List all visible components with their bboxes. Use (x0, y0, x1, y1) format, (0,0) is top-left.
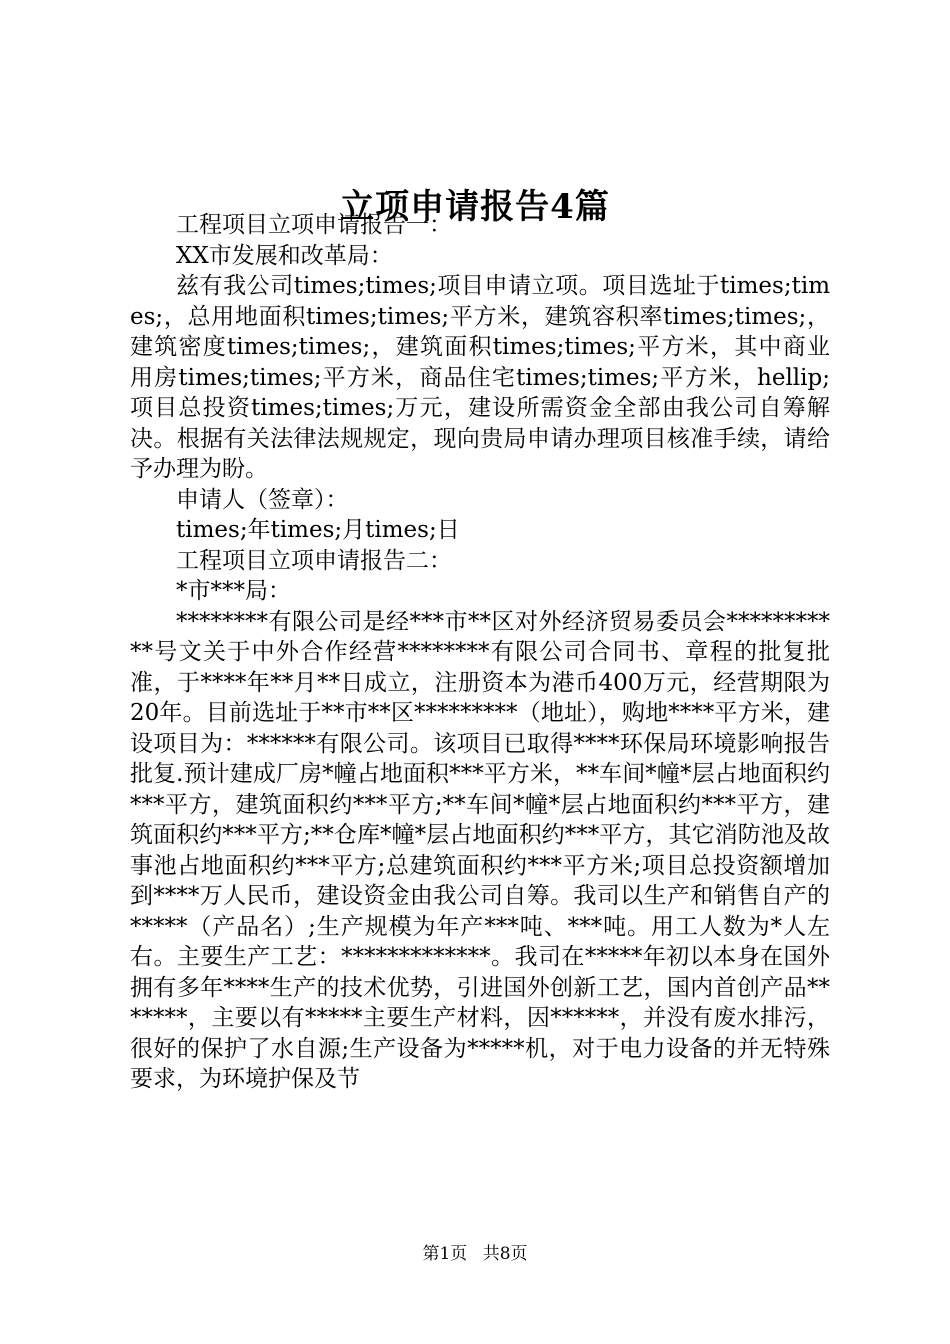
addressee-1: XX市发展和改革局： (176, 242, 393, 269)
section-heading-1: 工程项目立项申请报告一： (176, 212, 452, 238)
body-paragraph-1: 兹有我公司times;times;项目申请立项。项目选址于times;times;，总用地面积times;times;平方米，建筑容积率times;times;，建筑密度times;times;，建筑面积times;times;平方米，其中商业用房times;times;平方米，商品住宅times;times;平方米，hellip;项目总投资times;times;万元，建设所需资金全部由我公司自筹解决。根据有关法律法规规定，现向贵局申请办理项目核准手续，请给予办理为盼。 (130, 273, 830, 482)
document-body (130, 210, 830, 1095)
page-footer (0, 1243, 950, 1265)
page-number: 第1页 (422, 1244, 468, 1264)
date-line: times;年times;月times;日 (176, 517, 460, 543)
document-title: 立项申请报告4篇 (340, 187, 610, 227)
addressee-2: *市***局： (176, 578, 291, 604)
page-total: 共8页 (482, 1244, 528, 1264)
signature-line: 申请人（签章）： (176, 486, 349, 513)
body-paragraph-2: ********有限公司是经***市**区对外经济贸易委员会***********号文关于中外合作经营********有限公司合同书、章程的批复批准，于****年**月**日成立，注册资本为港币400万元，经营期限为20年。目前选址于**市**区*********（地址），购地****平方米，建设项目为：******有限公司。该项目已取得****环保局环境影响报告批复.预计建成厂房*幢占地面积***平方米，**车间*幢*层占地面积约***平方，建筑面积约***平方;**车间*幢*层占地面积约***平方，建筑面积约***平方;**仓库*幢*层占地面积约***平方，其它消防池及故事池占地面积约***平方;总建筑面积约***平方米;项目总投资额增加到****万人民币，建设资金由我公司自筹。我司以生产和销售自产的*****（产品名）;生产规模为年产***吨、***吨。用工人数为*人左右。主要生产工艺：*************。我司在*****年初以本身在国外拥有多年****生产的技术优势，引进国外创新工艺，国内首创产品*******，主要以有*****主要生产材料，因******，并没有废水排污，很好的保护了水自源;生产设备为*****机，对于电力设备的并无特殊要求，为环境护保及节 (130, 608, 830, 1092)
section-heading-2: 工程项目立项申请报告二： (176, 547, 452, 574)
